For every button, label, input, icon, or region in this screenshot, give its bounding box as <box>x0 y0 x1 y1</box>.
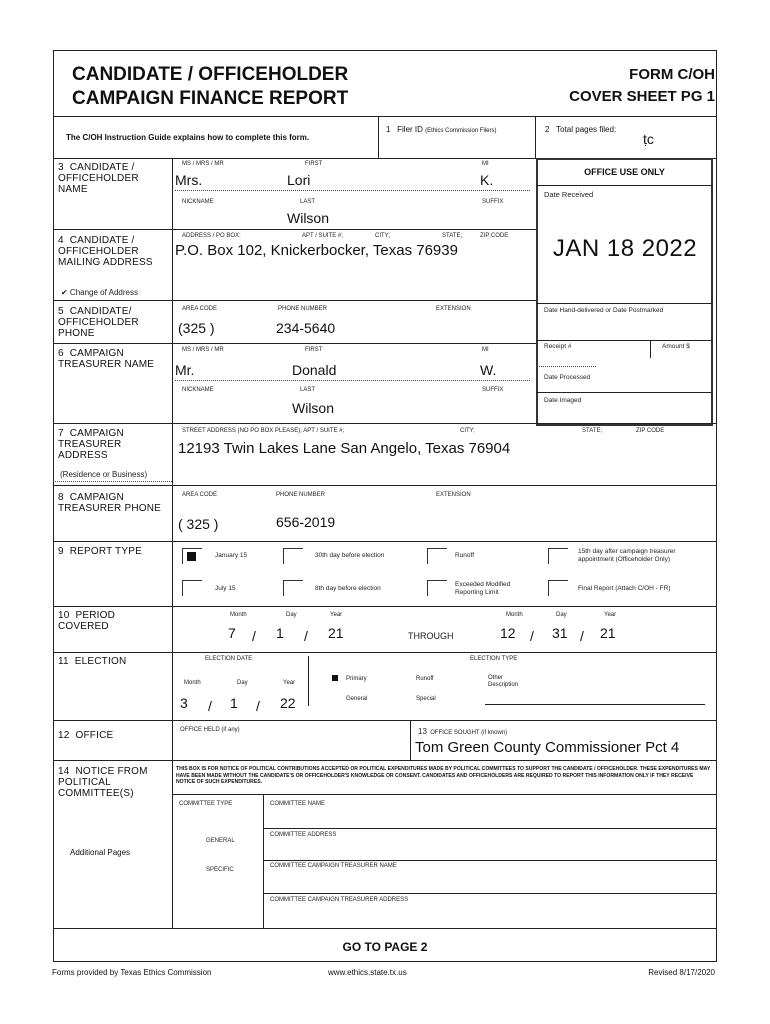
report-jan15-checkbox[interactable] <box>182 548 202 564</box>
form-rule: OFFICE <box>75 730 114 741</box>
processed-label: Date Processed <box>544 374 591 381</box>
s7-city-label: CITY; <box>460 428 475 434</box>
s7-zip-label: ZIP CODE <box>636 428 665 434</box>
form-rule: 12 <box>58 730 70 741</box>
s4-address-label: ADDRESS / PO BOX: <box>182 233 241 239</box>
form-rule: CANDIDATE / OFFICEHOLDER NAME <box>58 162 139 195</box>
form-rule <box>536 340 713 341</box>
form-rule <box>263 860 717 861</box>
s4-zip-label: ZIP CODE <box>480 233 509 239</box>
form-rule <box>308 656 309 706</box>
s8-phone-value: 656-2019 <box>276 514 336 530</box>
s5-phone-value: 234-5640 <box>276 320 336 336</box>
s10-to-month-label: Month <box>506 612 523 618</box>
s10-from-day: 1 <box>276 625 284 641</box>
s4-apt-label: APT / SUITE #; <box>302 233 343 239</box>
report-15day-checkbox[interactable] <box>548 548 568 564</box>
receipt-label: Receipt # <box>544 343 572 350</box>
s6-suffix-label: SUFFIX <box>482 387 504 393</box>
form-rule: 4 <box>58 235 64 246</box>
s6-prefix-value: Mr. <box>175 362 195 378</box>
form-rule <box>172 158 173 928</box>
report-runoff-label: Runoff <box>455 552 475 559</box>
s14-label <box>58 766 168 799</box>
form-rule <box>263 828 717 829</box>
s6-prefix-label: MS / MRS / MR <box>182 347 224 353</box>
form-rule <box>53 300 536 301</box>
form-rule: 6 <box>58 348 64 359</box>
s8-area-label: AREA CODE <box>182 492 218 498</box>
report-exceeded-label: Exceeded Modified Reporting Limit <box>455 581 511 596</box>
form-rule: 11 <box>58 656 69 667</box>
s11-special: Special <box>416 696 436 702</box>
form-rule: CAMPAIGN TREASURER PHONE <box>58 492 162 514</box>
form-rule: 3 <box>58 162 64 173</box>
slash: / <box>304 628 308 644</box>
report-final-checkbox[interactable] <box>548 580 568 596</box>
s3-mi-value: K. <box>480 172 494 188</box>
report-runoff-checkbox[interactable] <box>427 548 447 564</box>
form-rule <box>536 303 713 304</box>
s6-first-label: FIRST <box>305 347 323 353</box>
s14-treasurer-address-label: COMMITTEE CAMPAIGN TREASURER ADDRESS <box>270 897 409 903</box>
form-rule <box>378 116 379 158</box>
s12-label <box>58 730 168 741</box>
s6-first-value: Donald <box>292 362 337 378</box>
form-rule <box>535 116 536 158</box>
s14-general: GENERAL <box>206 838 235 844</box>
form-rule: REPORT TYPE <box>69 546 142 557</box>
s7-sublabel: (Residence or Business) <box>60 470 148 479</box>
s3-prefix-value: Mrs. <box>175 172 203 188</box>
form-rule <box>650 340 651 358</box>
s6-last-value: Wilson <box>292 400 335 416</box>
report-8day-checkbox[interactable] <box>283 580 303 596</box>
s3-last-value: Wilson <box>287 210 330 226</box>
s10-to-year-label: Year <box>604 612 617 618</box>
s9-label <box>58 546 168 557</box>
s4-address-value: P.O. Box 102, Knickerbocker, Texas 76939 <box>175 242 458 259</box>
date-received-label: Date Received <box>544 190 594 199</box>
s14-committee-type: COMMITTEE TYPE <box>179 801 233 807</box>
form-rule <box>536 185 713 186</box>
form-rule: NOTICE FROM POLITICAL COMMITTEE(S) <box>58 766 148 799</box>
form-rule <box>53 606 717 607</box>
primary-checked-mark <box>332 675 338 681</box>
s14-address-label: COMMITTEE ADDRESS <box>270 832 337 838</box>
form-rule: CANDIDATE / OFFICEHOLDER MAILING ADDRESS <box>58 235 153 268</box>
s14-notice: THIS BOX IS FOR NOTICE OF POLITICAL CONTRIBUTIONS ACCEPTED OR POLITICAL EXPENDITURES MADE BY POLITICAL COMMITTEES TO SUPPORT THE CANDIDATE / OFFICEHOLDER. THESE EXPENDITURES MAY HAVE BEEN MADE WITHOUT THE CANDIDATE'S OR OFFICEHOLDER'S KNOWLEDGE OR CONSENT. CANDIDATES AND OFFICEHOLDERS ARE REQUIRED TO REPORT THIS INFORMATION ONLY IF THEY RECEIVE NOTICE OF SUCH EXPENDITURES. <box>176 766 711 785</box>
form-rule <box>53 720 717 721</box>
report-jul15-label: July 15 <box>215 585 236 592</box>
amount-label: Amount $ <box>662 343 690 350</box>
slash: / <box>530 628 534 644</box>
report-30day-label: 30th day before election <box>315 552 385 559</box>
form-rule <box>53 541 717 542</box>
s3-nickname-label: NICKNAME <box>182 199 214 205</box>
s14-name-label: COMMITTEE NAME <box>270 801 325 807</box>
s13-sought-value: Tom Green County Commissioner Pct 4 <box>415 739 680 756</box>
s7-state-label: STATE; <box>582 428 603 434</box>
form-id-line1: FORM C/OH <box>629 66 715 83</box>
form-rule <box>53 760 717 761</box>
form-rule: (Ethics Commission Filers) <box>425 128 497 134</box>
s7-label <box>58 428 168 461</box>
s11-runoff: Runoff <box>416 676 434 682</box>
s3-last-label: LAST <box>300 199 316 205</box>
imaged-label: Date Imaged <box>544 397 582 404</box>
s10-to-month: 12 <box>500 625 516 641</box>
s10-from-year: 21 <box>328 625 344 641</box>
s8-area-value: ( 325 ) <box>178 516 219 532</box>
form-rule: 9 <box>58 546 64 557</box>
s5-area-value: (325 ) <box>178 320 215 336</box>
form-rule: 10 <box>58 610 70 621</box>
form-rule: CAMPAIGN TREASURER ADDRESS <box>58 428 124 461</box>
form-rule <box>53 229 536 230</box>
s11-label <box>58 656 168 667</box>
s6-last-label: LAST <box>300 387 316 393</box>
form-rule <box>175 190 530 191</box>
form-rule: 1 <box>386 125 391 134</box>
form-rule <box>263 794 264 928</box>
s6-mi-label: MI <box>482 347 489 353</box>
s14-additional: Additional Pages <box>70 848 131 857</box>
report-30day-checkbox[interactable] <box>283 548 303 564</box>
s10-from-year-label: Year <box>330 612 343 618</box>
s7-address-label: STREET ADDRESS (NO PO BOX PLEASE); APT / SUITE #; <box>182 428 345 434</box>
s11-day-label: Day <box>237 680 248 686</box>
s10-through: THROUGH <box>408 631 454 641</box>
form-title-line1: CANDIDATE / OFFICEHOLDER <box>72 64 349 85</box>
form-rule <box>53 116 717 117</box>
s4-state-label: STATE; <box>442 233 463 239</box>
s3-label <box>58 162 168 195</box>
form-rule <box>53 928 717 929</box>
form-rule <box>536 366 596 367</box>
s14-treasurer-label: COMMITTEE CAMPAIGN TREASURER NAME <box>270 863 397 869</box>
form-rule <box>53 423 717 424</box>
footer-right: Revised 8/17/2020 <box>648 968 715 977</box>
slash: / <box>580 628 584 644</box>
form-rule: 14 <box>58 766 70 777</box>
form-title-line2: CAMPAIGN FINANCE REPORT <box>72 88 349 109</box>
total-pages-label <box>545 125 616 134</box>
s14-specific: SPECIFIC <box>206 867 234 873</box>
s10-from-month-label: Month <box>230 612 247 618</box>
form-rule: ELECTION <box>74 656 127 667</box>
report-jul15-checkbox[interactable] <box>182 580 202 596</box>
footer-left: Forms provided by Texas Ethics Commission <box>52 968 212 977</box>
form-rule: 5 <box>58 306 64 317</box>
filer-id-label <box>386 125 496 134</box>
s5-area-label: AREA CODE <box>182 306 218 312</box>
form-rule: Filer ID <box>397 125 423 134</box>
form-rule: CANDIDATE/ OFFICEHOLDER PHONE <box>58 306 139 339</box>
form-rule: 8 <box>58 492 64 503</box>
form-id-line2: COVER SHEET PG 1 <box>569 88 715 105</box>
s3-first-label: FIRST <box>305 161 323 167</box>
s4-city-label: CITY; <box>375 233 390 239</box>
s10-to-day-label: Day <box>556 612 567 618</box>
s3-prefix-label: MS / MRS / MR <box>182 161 224 167</box>
s11-year-label: Year <box>283 680 296 686</box>
s10-label <box>58 610 168 632</box>
s4-change-address: ✔ Change of Address <box>61 288 138 297</box>
form-rule: PERIOD COVERED <box>58 610 116 632</box>
form-rule: 7 <box>58 428 64 439</box>
form-rule <box>53 343 536 344</box>
s11-general: General <box>346 696 368 702</box>
s8-ext-label: EXTENSION <box>436 492 471 498</box>
s5-ext-label: EXTENSION <box>436 306 471 312</box>
form-rule: CAMPAIGN TREASURER NAME <box>58 348 155 370</box>
office-use-title: OFFICE USE ONLY <box>584 167 665 177</box>
form-rule <box>53 481 172 482</box>
report-15day-label: 15th day after campaign treasurer appointment (Officeholder Only) <box>578 548 676 563</box>
slash: / <box>256 698 260 714</box>
received-stamp: JAN 18 2022 <box>552 235 698 262</box>
form-rule: Total pages filed: <box>556 125 617 134</box>
s10-to-day: 31 <box>552 625 568 641</box>
s6-mi-value: W. <box>480 362 497 378</box>
s7-address-value: 12193 Twin Lakes Lane San Angelo, Texas 76904 <box>178 440 511 457</box>
s10-to-year: 21 <box>600 625 616 641</box>
form-rule: 13 <box>418 727 427 736</box>
footer-center: www.ethics.state.tx.us <box>328 968 407 977</box>
report-exceeded-checkbox[interactable] <box>427 580 447 596</box>
s6-label <box>58 348 168 370</box>
form-rule <box>263 893 717 894</box>
s6-nickname-label: NICKNAME <box>182 387 214 393</box>
s12-held-label: OFFICE HELD (if any) <box>180 727 240 733</box>
date-hand-label: Date Hand-delivered or Date Postmarked <box>544 307 664 314</box>
s10-from-month: 7 <box>228 625 236 641</box>
slash: / <box>208 698 212 714</box>
s11-type-label: ELECTION TYPE <box>470 656 518 662</box>
s13-sought-label <box>418 728 507 737</box>
s5-label <box>58 306 168 339</box>
form-rule <box>536 392 713 393</box>
s3-first-value: Lori <box>287 172 311 188</box>
s8-phone-label: PHONE NUMBER <box>276 492 326 498</box>
s3-suffix-label: SUFFIX <box>482 199 504 205</box>
s11-other: Other Description <box>488 675 519 688</box>
s11-primary: Primary <box>346 676 367 682</box>
s11-year: 22 <box>280 695 296 711</box>
report-jan15-label: January 15 <box>215 552 248 559</box>
s10-from-day-label: Day <box>286 612 297 618</box>
s8-label <box>58 492 168 514</box>
report-final-label: Final Report (Attach C/OH - FR) <box>578 585 671 592</box>
instruction-text: The C/OH Instruction Guide explains how to complete this form. <box>66 133 310 142</box>
form-rule <box>53 652 717 653</box>
s11-month-label: Month <box>184 680 201 686</box>
s3-mi-label: MI <box>482 161 489 167</box>
form-rule: OFFICE SOUGHT (if known) <box>430 730 508 736</box>
slash: / <box>252 628 256 644</box>
report-8day-label: 8th day before election <box>315 585 381 592</box>
s5-phone-label: PHONE NUMBER <box>278 306 328 312</box>
form-rule <box>485 704 705 705</box>
go-to-page-2: GO TO PAGE 2 <box>342 940 428 954</box>
form-rule <box>172 794 717 795</box>
form-rule <box>175 380 530 381</box>
s11-date-label: ELECTION DATE <box>205 656 253 662</box>
pages-mark: ṭc <box>643 131 654 147</box>
form-rule <box>53 485 717 486</box>
s11-day: 1 <box>230 695 238 711</box>
form-rule <box>410 720 411 760</box>
s11-month: 3 <box>180 695 188 711</box>
s4-label <box>58 235 168 268</box>
form-rule: 2 <box>545 125 550 134</box>
